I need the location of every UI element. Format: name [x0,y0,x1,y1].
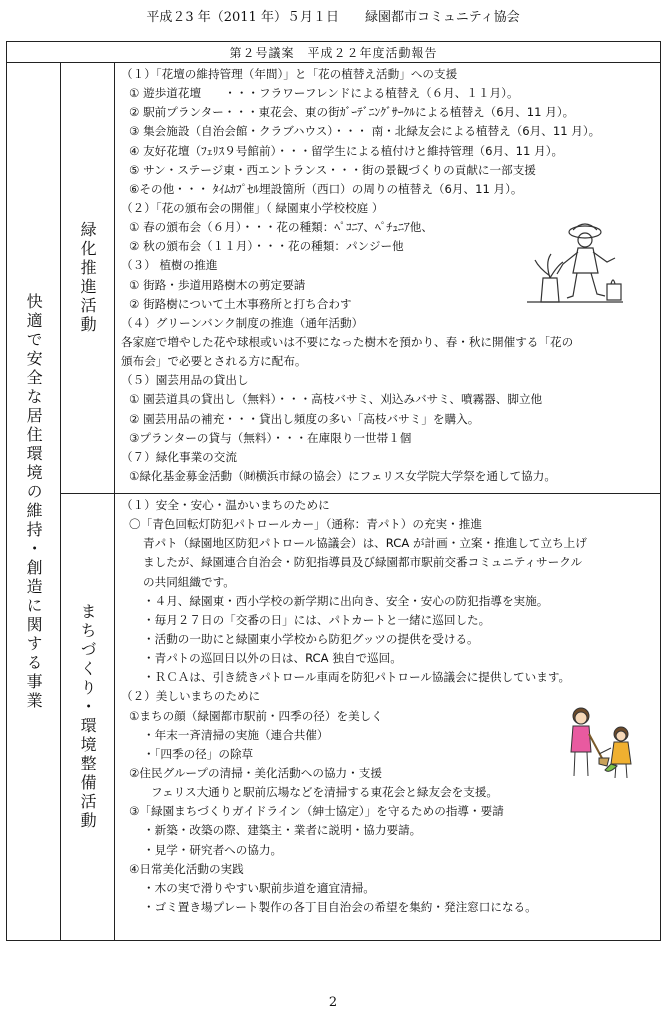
list-item: フェリス大通りと駅前広場などを清掃する東花会と緑友会を支援。 [151,785,499,800]
gardener-illustration [523,218,627,306]
list-item: （５）園芸用品の貸出し [121,373,249,388]
list-item: 〇「青色回転灯防犯パトロールカー」（通称：青パト）の充実・推進 [129,517,482,532]
list-item: ① 春の頒布会（６月）・・・花の種類：ﾍﾟｺﾆｱ、ﾍﾟﾁｭﾆｱ他、 [129,220,433,235]
list-item: ・４月、緑園東・西小学校の新学期に出向き、安全・安心の防犯指導を実施。 [143,593,549,608]
section1-content-cell [115,63,661,494]
list-item: ・ゴミ置き場プレート製作の各丁目自治会の希望を集約・発注窓口になる。 [143,899,537,914]
header-organization: 緑園都市コミュニティ協会 [364,10,520,25]
page-number: 2 [328,995,338,1010]
list-item: ② 街路樹について土木事務所と打ち合わす [129,296,352,311]
list-item: ・「四季の径」の除草 [143,746,254,761]
list-item: （３） 植樹の推進 [121,258,218,273]
list-item: ② 駅前プランター・・・東花会、東の街ｶﾞｰﾃﾞﾆﾝｸﾞｻｰｸﾙによる植替え（6月、11 月）。 [129,105,575,120]
list-item: ③ 集会施設（自治会館・クラブハウス）・・・ 南・北緑友会による植替え（6月、11 月）。 [129,124,601,139]
list-item: 各家庭で増やした花や球根或いは不要になった樹木を預かり、春・秋に開催する「花の [121,334,574,349]
list-item: ・ＲＣＡは、引き続きパトロール車両を防犯パトロール協議会に提供しています。 [143,670,571,685]
list-item: ⑥その他・・・ ﾀｲﾑｶﾌﾟｾﾙ埋設箇所（西口）の周りの植替え（6月、11 月）。 [129,181,523,196]
list-item: ⑤ サン・ステージ東・西エントランス・・・街の景観づくりの貢献に一部支援 [129,162,536,177]
list-item: ①緑化基金募金活動（㈶横浜市緑の協会）にフェリス女学院大学祭を通して協力。 [129,468,556,483]
list-item: ③プランターの貸与（無料）・・・在庫限り一世帯１個 [129,430,412,445]
main-category-label: 快適で安全な居住環境の維持・創造に関する事業 [24,292,44,711]
main-category-cell [7,63,61,941]
table-title: 第２号議案 平成２２年度活動報告 [7,42,661,63]
section2-content-cell [115,494,661,941]
header-date: 平成２3 年（2011 年）５月１日 [146,10,339,25]
list-item: 頒布会」で必要とされる方に配布。 [121,354,307,369]
list-item: ②住民グループの清掃・美化活動への協力・支援 [129,765,382,780]
list-item: ①まちの顔（緑園都市駅前・四季の径）を美しく [129,708,383,723]
children-cleaning-illustration [559,704,645,784]
list-item: （１）安全・安心・温かいまちのために [121,498,330,512]
list-item: ① 街路・歩道用路樹木の剪定要請 [129,277,306,292]
section2-category-cell [61,494,115,941]
list-item: ・見学・研究者への協力。 [143,842,283,857]
list-item: ④ 友好花壇（ﾌｪﾘｽ９号館前）・・・留学生による植付けと維持管理（6月、11 月）。 [129,143,564,158]
list-item: ・毎月２７日の「交番の日」には、パトカートと一緒に巡回した。 [143,612,491,627]
section2-category-label: まちづくり・環境整備活動 [78,603,98,831]
activity-report-table [6,41,661,941]
list-item: （７）緑化事業の交流 [121,449,237,464]
list-item: ④日常美化活動の実践 [129,861,244,876]
list-item: ・青パトの巡回日以外の日は、RCA 独自で巡回。 [143,651,402,666]
list-item: ① 遊歩道花壇 ・・・フラワーフレンドによる植替え（６月、１１月）。 [129,86,519,101]
list-item: （２）「花の頒布会の開催」（ 緑園東小学校校庭 ） [121,200,384,215]
list-item: ③「緑園まちづくりガイドライン（紳士協定）」を守るための指導・要請 [129,804,504,819]
list-item: ① 園芸道具の貸出し（無料）・・・高枝バサミ、刈込みバサミ、噴霧器、脚立他 [129,392,543,407]
list-item: （２）美しいまちのために [121,689,261,704]
list-item: ・活動の一助にと緑園東小学校から防犯グッツの提供を受ける。 [143,631,479,646]
list-item: の共同組織です。 [143,574,235,589]
list-item: ・木の実で滑りやすい駅前歩道を適宜清掃。 [143,880,375,895]
document-header [0,6,666,25]
list-item: （１）「花壇の維持管理（年間）」と「花の植替え活動」への支援 [121,67,458,81]
list-item: ② 園芸用品の補充・・・貸出し頻度の多い「高枝バサミ」を購入。 [129,411,480,426]
list-item: ましたが、緑園連合自治会・防犯指導員及び緑園都市駅前交番コミュニティサークル [143,555,583,570]
list-item: ② 秋の頒布会（１１月）・・・花の種類：パンジー他 [129,239,404,254]
list-item: 青パト（緑園地区防犯パトロール協議会）は、RCA が計画・立案・推進して立ち上げ [143,536,587,551]
section1-category-label: 緑化推進活動 [78,221,98,335]
section1-category-cell [61,63,115,494]
list-item: （４）グリーンバンク制度の推進（通年活動） [121,315,364,330]
list-item: ・新築・改築の際、建築主・業者に説明・協力要請。 [143,823,422,838]
list-item: ・年末一斉清掃の実施（連合共催） [143,727,329,742]
